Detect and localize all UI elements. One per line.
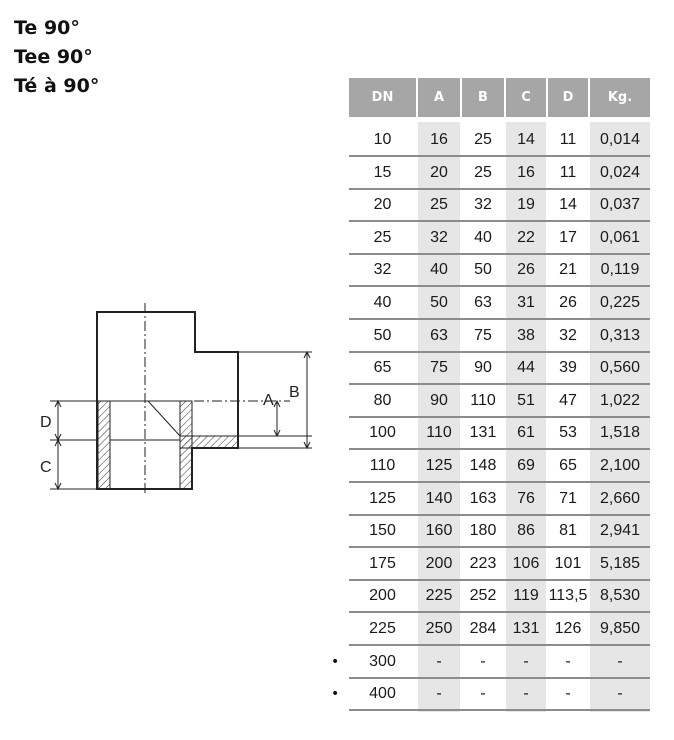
cell-b: 163: [469, 489, 497, 507]
cell-c: 38: [517, 326, 535, 344]
cell-d: 47: [559, 391, 577, 409]
cell-a: 160: [425, 522, 453, 540]
cell-dn: 15: [373, 163, 392, 181]
cell-d: 26: [559, 294, 577, 311]
title-block: [14, 14, 99, 101]
cell-kg: 0,014: [599, 131, 641, 148]
cell-dn: 32: [373, 261, 392, 279]
cell-c: 26: [517, 261, 535, 279]
cell-b: -: [480, 685, 486, 703]
cell-d: 11: [559, 163, 577, 181]
cell-kg: 1,022: [599, 391, 641, 409]
cell-a: -: [436, 652, 442, 670]
header-dn: DN: [349, 78, 416, 117]
cell-a: 20: [430, 163, 448, 181]
dim-label-d: D: [40, 414, 52, 431]
cell-kg: 5,185: [599, 554, 641, 572]
cell-dn: 400: [369, 685, 396, 703]
cell-d: 126: [554, 620, 582, 637]
cell-kg: 0,061: [599, 228, 641, 246]
header-b: B: [462, 78, 504, 117]
cell-a: 25: [430, 196, 448, 214]
header-d: D: [548, 78, 588, 117]
dim-label-c: C: [40, 459, 52, 476]
cell-c: -: [523, 685, 529, 703]
cell-a: 16: [430, 131, 448, 148]
cell-a: -: [436, 685, 442, 703]
cell-b: 284: [469, 620, 497, 637]
cell-c: 14: [517, 131, 535, 148]
cell-a: 110: [426, 424, 452, 442]
cell-kg: 8,530: [599, 587, 641, 605]
cell-dn: 300: [369, 652, 396, 670]
cell-c: 31: [517, 294, 535, 311]
cell-c: 69: [517, 457, 535, 474]
cell-a: 32: [430, 228, 448, 246]
cell-d: 71: [559, 489, 577, 507]
cell-b: 32: [474, 196, 492, 214]
cell-b: 110: [470, 391, 496, 409]
cell-a: 63: [430, 326, 448, 344]
cell-dn: 175: [369, 554, 396, 572]
row-divider: [349, 709, 650, 711]
tee-fitting-drawing: [30, 295, 320, 505]
cell-c: 86: [517, 522, 535, 540]
cell-dn: 225: [369, 620, 396, 637]
cell-d: 39: [559, 359, 577, 377]
cell-c: 19: [517, 196, 535, 214]
cell-kg: 1,518: [599, 424, 641, 442]
cell-kg: 0,225: [599, 294, 641, 311]
cell-kg: -: [617, 652, 623, 670]
cell-dn: 65: [373, 359, 392, 377]
cell-b: 63: [474, 294, 492, 311]
cell-kg: 2,941: [599, 522, 641, 540]
cell-a: 50: [430, 294, 448, 311]
cell-kg: 0,313: [599, 326, 641, 344]
cell-kg: 0,024: [599, 163, 641, 181]
cell-d: 113,5: [548, 587, 588, 605]
row-bullet: •: [331, 686, 340, 703]
cell-b: 40: [474, 228, 492, 246]
cell-d: -: [565, 685, 571, 703]
cell-b: 25: [474, 131, 492, 148]
cell-a: 75: [430, 359, 448, 377]
header-kg: Kg.: [590, 78, 650, 117]
cell-b: 75: [474, 326, 492, 344]
dim-label-a: A: [263, 392, 274, 409]
cell-a: 125: [425, 457, 453, 474]
cell-dn: 200: [369, 587, 396, 605]
cell-b: -: [480, 652, 486, 670]
cell-dn: 25: [373, 228, 392, 246]
cell-a: 40: [430, 261, 448, 279]
title-english: Tee 90°: [14, 46, 93, 68]
cell-c: -: [523, 652, 529, 670]
header-c: C: [506, 78, 546, 117]
cell-kg: 2,660: [599, 489, 641, 507]
cell-c: 22: [517, 228, 535, 246]
cell-d: 14: [559, 196, 577, 214]
cell-d: 65: [559, 457, 577, 474]
cell-c: 106: [512, 554, 540, 572]
cell-c: 131: [512, 620, 540, 637]
cell-c: 16: [517, 163, 535, 181]
cell-c: 61: [517, 424, 535, 442]
cell-c: 119: [513, 587, 539, 605]
cell-c: 76: [517, 489, 535, 507]
cell-d: 21: [559, 261, 577, 279]
cell-b: 148: [469, 457, 497, 474]
cell-dn: 80: [373, 391, 392, 409]
cell-b: 223: [469, 554, 497, 572]
header-a: A: [418, 78, 460, 117]
cell-d: -: [565, 652, 571, 670]
cell-a: 250: [425, 620, 453, 637]
cell-dn: 125: [369, 489, 396, 507]
cell-b: 90: [474, 359, 492, 377]
cell-kg: 0,119: [600, 261, 640, 279]
cell-a: 225: [425, 587, 453, 605]
cell-kg: 0,037: [599, 196, 641, 214]
cell-d: 17: [559, 228, 577, 246]
title-french: Té à 90°: [14, 75, 100, 97]
cell-kg: 2,100: [599, 457, 641, 474]
cell-a: 140: [425, 489, 453, 507]
cell-dn: 150: [369, 522, 396, 540]
cell-d: 53: [559, 424, 577, 442]
cell-d: 81: [559, 522, 577, 540]
cell-b: 180: [469, 522, 497, 540]
cell-b: 25: [474, 163, 492, 181]
cell-b: 252: [469, 587, 497, 605]
cell-kg: 9,850: [599, 620, 641, 637]
title-italian: Te 90°: [14, 17, 80, 39]
cell-kg: -: [617, 685, 623, 703]
cell-d: 11: [559, 131, 577, 148]
cell-d: 101: [554, 554, 582, 572]
cell-b: 50: [474, 261, 492, 279]
cell-dn: 50: [373, 326, 392, 344]
cell-a: 200: [425, 554, 453, 572]
cell-kg: 0,560: [599, 359, 641, 377]
cell-c: 44: [517, 359, 535, 377]
cell-dn: 100: [369, 424, 396, 442]
cell-a: 90: [430, 391, 448, 409]
dim-label-b: B: [289, 384, 300, 401]
cell-b: 131: [469, 424, 497, 442]
cell-c: 51: [517, 391, 535, 409]
cell-dn: 110: [369, 457, 396, 474]
cell-d: 32: [559, 326, 577, 344]
cell-dn: 10: [373, 131, 392, 148]
row-bullet: •: [331, 653, 340, 670]
cell-dn: 40: [373, 294, 392, 311]
cell-dn: 20: [373, 196, 392, 214]
